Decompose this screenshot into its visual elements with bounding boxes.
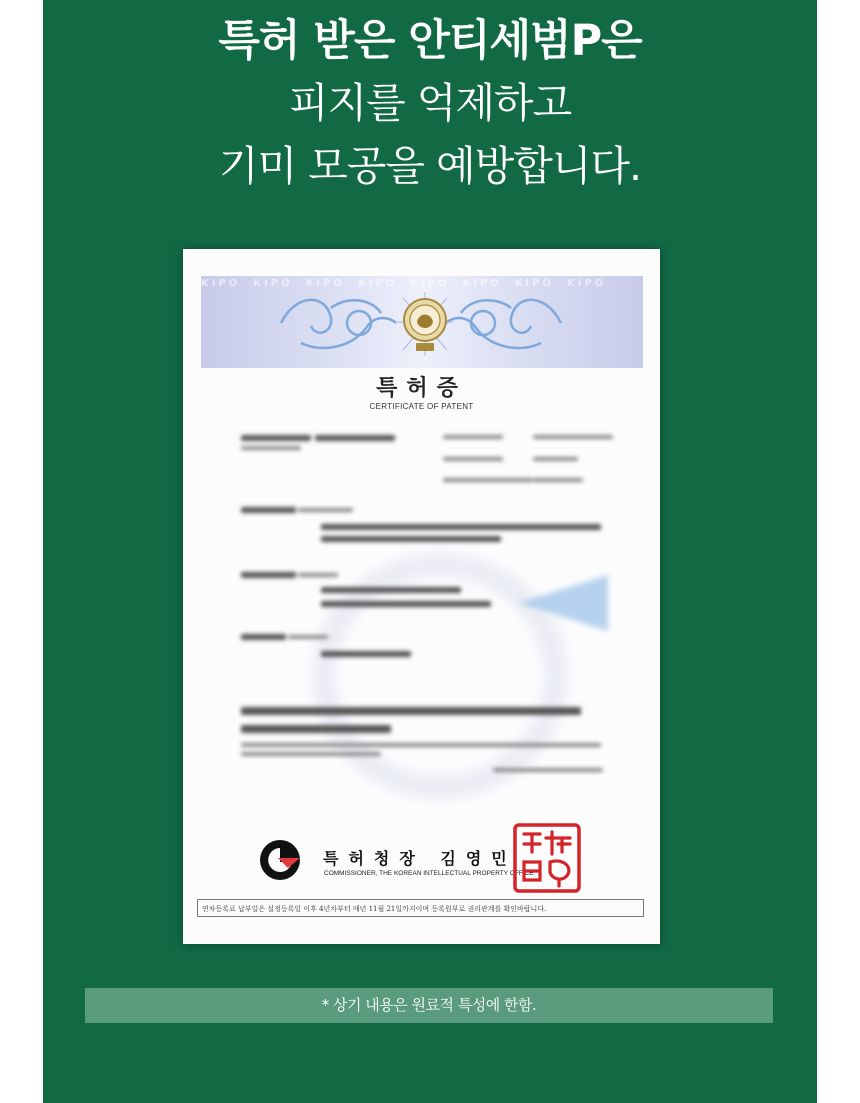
certificate-subtitle: CERTIFICATE OF PATENT bbox=[369, 402, 474, 411]
office-name: 특허청장 김영민 bbox=[323, 849, 517, 868]
headline-line-1: 특허 받은 안티세범P은 bbox=[218, 16, 642, 66]
kipo-watermark: KIPO KIPO KIPO KIPO KIPO KIPO KIPO KIPO bbox=[201, 278, 607, 289]
headline bbox=[43, 10, 817, 198]
blurred-certificate-details bbox=[183, 249, 660, 944]
content-panel bbox=[43, 0, 817, 1103]
disclaimer-bar: * 상기 내용은 원료적 특성에 한함. bbox=[85, 988, 773, 1023]
red-official-seal-icon bbox=[512, 822, 582, 894]
patent-certificate-image bbox=[183, 249, 660, 944]
headline-line-2: 피지를 억제하고 bbox=[288, 79, 572, 127]
headline-line-3: 기미 모공을 예방합니다. bbox=[218, 142, 642, 190]
certificate-title: 특허증 bbox=[376, 376, 467, 401]
office-english-name: COMMISSIONER, THE KOREAN INTELLECTUAL PROPERTY OFFICE bbox=[324, 870, 534, 877]
certificate-footer-note: 연차등록료 납부일은 설정등록일 이후 4년차부터 매년 11월 21일까지이며 등록원부로 권리관계를 확인바랍니다. bbox=[197, 899, 644, 917]
kipo-logo-icon bbox=[258, 838, 302, 882]
